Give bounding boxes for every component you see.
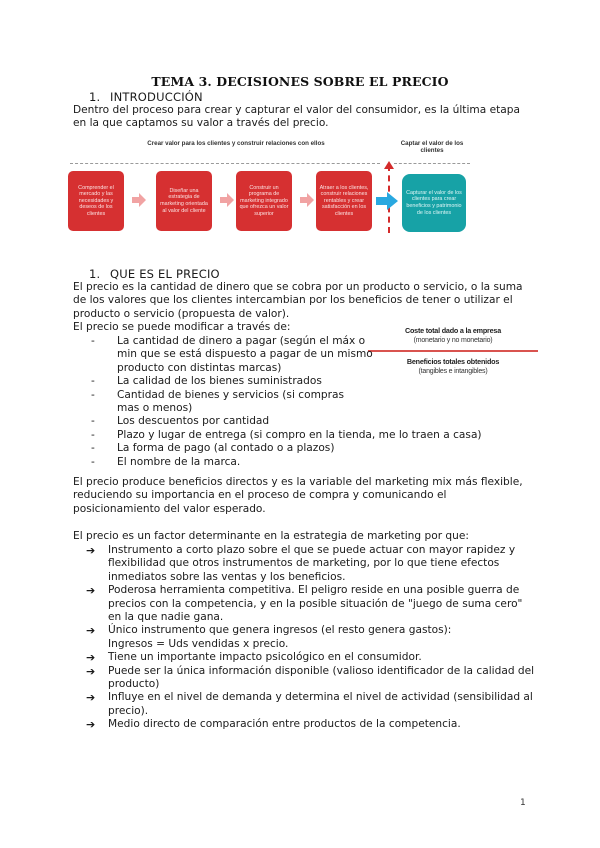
section-title: INTRODUCCIÓN	[110, 90, 203, 104]
price-formula	[368, 326, 538, 375]
list-item: ➔ Instrumento a corto plazo sobre el que se puede actuar con mayor rapidez y flexibilidad que otros instrumentos de marketing, por lo que tiene efectos inmediatos sobre las ventas y los beneficios.	[86, 544, 516, 583]
arrow-right-icon	[300, 193, 314, 207]
formula-numerator-title: Coste total dado a la empresa	[404, 326, 502, 335]
intro-paragraph: Dentro del proceso para crear y capturar el valor del consumidor, es la última etapa en la que captamos su valor a través del precio.	[73, 104, 520, 130]
diagram-box-design-strategy: Diseñar una estrategia de marketing orientada al valor del cliente	[156, 171, 212, 231]
arrow-bullet-icon: ➔	[86, 691, 96, 705]
list-item: ➔ Único instrumento que genera ingresos (el resto genera gastos): Ingresos = Uds vendidas x precio.	[86, 624, 452, 650]
page-number: 1	[520, 798, 526, 808]
arrow-bullet-icon: ➔	[86, 624, 96, 638]
diagram-box-capture-value: Capturar el valor de los clientes para crear beneficios y patrimonio de los clientes	[402, 174, 466, 232]
section-number: 1.	[89, 267, 101, 281]
diagram-box-understand: Comprender el mercado y las necesidades y deseos de los clientes	[68, 171, 124, 231]
formula-numerator-sub: (monetario y no monetario)	[413, 337, 493, 344]
list-item: - Los descuentos por cantidad	[91, 415, 270, 428]
list-item: ➔ Puede ser la única información disponible (valioso identificador de la calidad del producto)	[86, 664, 535, 691]
section-number: 1.	[89, 90, 101, 104]
arrow-up-icon	[384, 161, 394, 169]
diagram-header-capture-value: Captar el valor de los clientes	[400, 140, 464, 155]
list-item: - El nombre de la marca.	[91, 455, 241, 468]
arrow-bullet-icon: ➔	[86, 718, 96, 732]
dashed-bracket-right	[394, 163, 470, 164]
dashed-bracket-left	[70, 163, 380, 164]
section-title: QUE ES EL PRECIO	[110, 267, 220, 281]
arrow-bullet-icon: ➔	[86, 664, 96, 678]
formula-divider	[368, 350, 538, 352]
diagram-box-build-program: Construir un programa de marketing integrado que ofrezca un valor superior	[236, 171, 292, 231]
arrow-bullet-icon: ➔	[86, 544, 96, 557]
factor-intro: El precio es un factor determinante en la estrategia de marketing por que:	[73, 530, 469, 542]
arrow-right-blue-icon	[376, 192, 398, 210]
arrow-right-icon	[220, 193, 234, 207]
list-item: - La calidad de los bienes suministrados	[91, 375, 322, 388]
formula-denominator-title: Beneficios totales obtenidos	[406, 357, 500, 366]
modify-intro: El precio se puede modificar a través de:	[73, 321, 291, 333]
diagram-box-attract-clients: Atraer a los clientes, construir relaciones rentables y crear satisfacción en los clientes	[316, 171, 372, 231]
arrow-bullet-icon: ➔	[86, 584, 96, 598]
list-item: ➔ Poderosa herramienta competitiva. El peligro reside en una posible guerra de precios con la competencia, y en la posible situación de "juego de suma cero" en la que nadie gana.	[86, 584, 523, 624]
definition-paragraph: El precio es la cantidad de dinero que se cobra por un producto o servicio, o la suma de los valores que los clientes intercambian por los beneficios de tener o utilizar el producto o servicio (propuesta de valor).	[73, 281, 523, 320]
document-title: TEMA 3. DECISIONES SOBRE EL PRECIO	[151, 74, 449, 89]
list-item: ➔ Influye en el nivel de demanda y determina el nivel de actividad (sensibilidad al precio).	[86, 691, 533, 717]
list-item: - Plazo y lugar de entrega (si compro en la tienda, me lo traen a casa)	[91, 428, 482, 441]
list-item: - Cantidad de bienes y servicios (si compras mas o menos)	[91, 388, 344, 415]
list-item: - La cantidad de dinero a pagar (según el máx o min que se está dispuesto a pagar de un mismo producto con distintas marcas)	[91, 335, 373, 374]
diagram-header-create-value: Crear valor para los clientes y construir relaciones con ellos	[147, 140, 325, 147]
value-process-diagram	[66, 137, 476, 247]
list-item: - La forma de pago (al contado o a plazos)	[91, 442, 335, 455]
benefits-paragraph: El precio produce beneficios directos y es la variable del marketing mix más flexible, reduciendo su importancia en el proceso de compra y comunicando el posicionamiento del valor esperado.	[73, 476, 523, 515]
list-item: ➔ Tiene un importante impacto psicológico en el consumidor.	[86, 651, 422, 665]
formula-denominator-sub: (tangibles e intangibles)	[418, 368, 488, 375]
arrow-right-icon	[132, 193, 146, 207]
arrow-bullet-icon: ➔	[86, 651, 96, 665]
list-item: ➔ Medio directo de comparación entre productos de la competencia.	[86, 718, 461, 732]
factor-list	[86, 544, 536, 732]
